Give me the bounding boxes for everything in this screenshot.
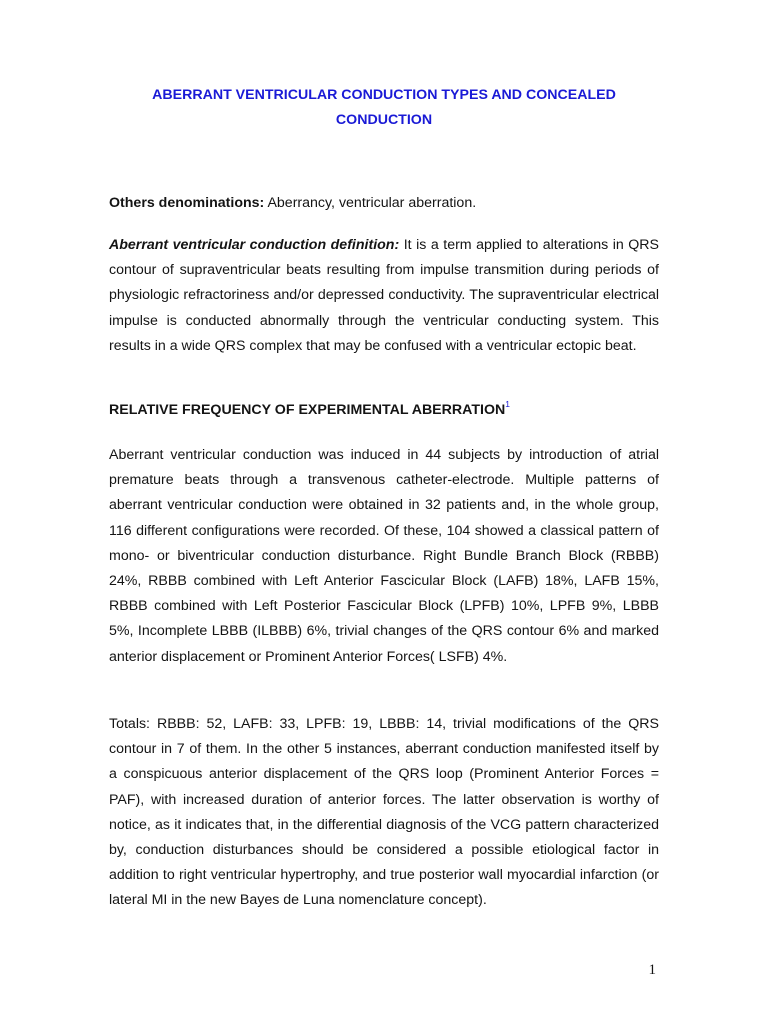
totals-paragraph: Totals: RBBB: 52, LAFB: 33, LPFB: 19, LBBB: 14, trivial modifications of the QRS contour in 7 of them. In the other 5 instances, aberrant conduction manifested itself by a conspicuous anterior displacement of the QRS loop (Prominent Anterior Forces = PAF), with increased duration of anterior forces. The latter observation is worthy of notice, as it indicates that, in the differential diagnosis of the VCG pattern characterized by, conduction disturbances should be considered a possible etiological factor in addition to right ventricular hypertrophy, and true posterior wall myocardial infarction (or lateral MI in the new Bayes de Luna nomenclature concept). [109,716,659,909]
document-title-line-2: CONDUCTION [335,112,433,128]
footnote-reference[interactable]: 1 [505,399,510,409]
page-number: 1 [648,962,656,978]
others-denominations-text: Aberrancy, ventricular aberration. [264,195,477,211]
section-heading-text: RELATIVE FREQUENCY OF EXPERIMENTAL ABERRATION [109,402,506,418]
definition-paragraph [109,233,659,359]
document-title-line-1: ABERRANT VENTRICULAR CONDUCTION TYPES AND CONCEALED [152,87,616,103]
others-denominations-paragraph [109,191,659,216]
others-denominations-label: Others denominations: [109,195,265,211]
section-heading [109,398,510,423]
definition-text: It is a term applied to alterations in QRS contour of supraventricular beats resulting from impulse transmition during periods of physiologic refractoriness and/or depressed conductivity. The supraventricular electrical impulse is conducted abnormally through the ventricular conducting system. This results in a wide QRS complex that may be confused with a ventricular ectopic beat. [109,237,660,354]
definition-label: Aberrant ventricular conduction definition: [109,237,400,253]
frequency-paragraph: Aberrant ventricular conduction was induced in 44 subjects by introduction of atrial premature beats through a transvenous catheter-electrode. Multiple patterns of aberrant ventricular conduction were obtained in 32 patients and, in the whole group, 116 different configurations were recorded. Of these, 104 showed a classical pattern of mono- or biventricular conduction disturbance. Right Bundle Branch Block (RBBB) 24%, RBBB combined with Left Anterior Fascicular Block (LAFB) 18%, LAFB 15%, RBBB combined with Left Posterior Fascicular Block (LPFB) 10%, LPFB 9%, LBBB 5%, Incomplete LBBB (ILBBB) 6%, trivial changes of the QRS contour 6% and marked anterior displacement or Prominent Anterior Forces( LSFB) 4%. [109,447,659,665]
